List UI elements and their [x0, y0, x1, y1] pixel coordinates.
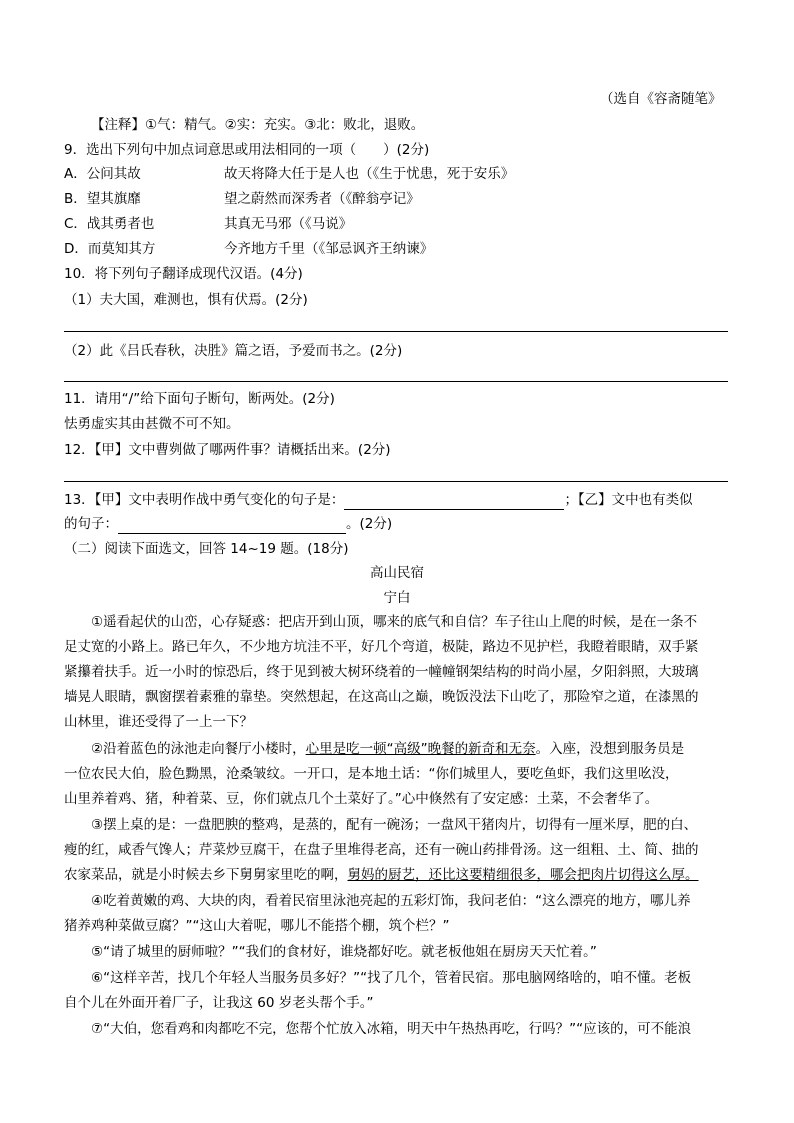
- paragraph-3-line: ③摆上桌的是：一盘肥腴的整鸡，是蒸的，配有一碗汤；一盘风干猪肉片，切得有一厘米厚，肥的白、: [91, 817, 698, 833]
- question-12-stem: 12．【甲】文中曹刿做了哪两件事？请概括出来。(2分): [64, 442, 391, 458]
- paragraph-4-line: 猪养鸡种菜做豆腐？”“这山大着呢，哪儿不能搭个棚，筑个栏？”: [64, 918, 450, 934]
- question-13-line-1: [64, 490, 693, 510]
- answer-line[interactable]: [64, 481, 728, 482]
- paragraph-1-line: 墙晃人眼睛，飘窗摆着素雅的靠垫。突然想起，在这高山之巅，晚饭没法下山吃了，那险窄之道，在漆黑的: [64, 689, 699, 705]
- q9-option-a-left: A．公问其故: [64, 166, 141, 182]
- paragraph-3-text: 农家菜品，就是小时候去乡下舅舅家里吃的啊，: [64, 867, 348, 883]
- question-13-line-2: [64, 514, 392, 534]
- paragraph-1-line: 紧攥着扶手。近一小时的惊恐后，终于见到被大树环绕着的一幢幢钢架结构的时尚小屋，夕阳斜照，大玻璃: [64, 664, 699, 680]
- paragraph-2-line: [91, 739, 684, 759]
- source-note: （选自《容斋随笔》: [600, 91, 722, 107]
- q11-sentence: 怯勇虚实其由甚微不可不知。: [64, 416, 240, 432]
- paragraph-7-line: ⑦“大伯，您看鸡和肉都吃不完，您帮个忙放入冰箱，明天中午热热再吃，行吗？”“应该的，可不能浪: [91, 1021, 692, 1037]
- question-10-stem: 10．将下列句子翻译成现代汉语。(4分): [64, 266, 303, 282]
- paragraph-6-line: ⑥“这样辛苦，找几个年轻人当服务员多好？”“找了几个，管着民宿。那电脑网络啥的，咱不懂。老板: [91, 970, 692, 986]
- paragraph-6-line: 自个儿在外面开着厂子，让我这 60 岁老头帮个手。”: [64, 995, 374, 1011]
- q9-option-c-left: C．战其勇者也: [64, 216, 155, 232]
- q13-text-4: 。(2分): [346, 516, 393, 532]
- q13-text-2: ；【乙】文中也有类似: [564, 492, 693, 508]
- answer-blank[interactable]: [344, 494, 564, 510]
- question-9-stem: 9．选出下列句中加点词意思或用法相同的一项（ ）(2分): [64, 142, 430, 158]
- paragraph-1-line: 山林里，谁还受得了一上一下？: [64, 714, 253, 730]
- q13-text-1: 13．【甲】文中表明作战中勇气变化的句子是：: [64, 492, 345, 508]
- q10-sentence-1: （1）夫大国，难测也，惧有伏焉。(2分): [64, 292, 308, 308]
- annotation-note: 【注释】①气：精气。②实：充实。③北：败北，退败。: [91, 117, 425, 133]
- answer-blank[interactable]: [118, 518, 346, 534]
- paragraph-3-line: [64, 865, 699, 885]
- paragraph-2-line: 一位农民大伯，脸色黝黑，沧桑皱纹。一开口，是本地土话：“你们城里人，要吃鱼虾，我们这里吆没，: [64, 766, 679, 782]
- paragraph-1-line: ①遥看起伏的山峦，心存疑惑：把店开到山顶，哪来的底气和自信？车子往山上爬的时候，是在一条不: [91, 614, 698, 630]
- article-author: 宁白: [383, 590, 411, 606]
- answer-line[interactable]: [64, 331, 728, 332]
- q9-option-d-right: 今齐地方千里（《邹忌讽齐王纳谏》: [224, 241, 434, 257]
- paragraph-1-line: 足丈宽的小路上。路已年久，不少地方坑洼不平，好几个弯道，极陡，路边不见护栏，我瞪着眼睛，双手紧: [64, 639, 699, 655]
- answer-line[interactable]: [64, 381, 728, 382]
- section-heading: （二）阅读下面选文，回答 14~19 题。(18分): [64, 541, 349, 557]
- paragraph-4-line: ④吃着黄嫩的鸡、大块的肉，看着民宿里泳池亮起的五彩灯饰，我问老伯：“这么漂亮的地方，哪儿养: [91, 893, 691, 909]
- article-title: 高山民宿: [370, 565, 424, 581]
- paragraph-2-text: ②沿着蓝色的泳池走向餐厅小楼时，: [91, 741, 306, 757]
- q13-text-3: 的句子：: [64, 516, 118, 532]
- q10-sentence-2: （2）此《吕氏春秋，决胜》篇之语，予爱而书之。(2分): [64, 343, 403, 359]
- paragraph-5-line: ⑤“请了城里的厨师啦？”“我们的食材好，谁烧都好吃。就老板他姐在厨房天天忙着。”: [91, 944, 597, 960]
- paragraph-3-line: 瘦的红，咸香气馋人；芹菜炒豆腐干，在盘子里堆得老高，还有一碗山药排骨汤。这一组粗、土、简、拙的: [64, 842, 699, 858]
- q9-option-b-right: 望之蔚然而深秀者（《醉翁亭记》: [224, 191, 420, 207]
- paragraph-2-text: 。入座，没想到服务员是: [535, 741, 685, 757]
- underlined-sentence: 舅妈的厨艺，还比这要精细很多，哪会把肉片切得这么厚。: [347, 867, 699, 883]
- q9-option-a-right: 故天将降大任于是人也（《生于忧患，死于安乐》: [224, 166, 515, 182]
- paragraph-2-line: 山里养着鸡、猪，种着菜、豆，你们就点几个土菜好了。”心中倏然有了安定感：土菜，不会奢华了。: [64, 791, 659, 807]
- question-11-stem: 11．请用“/”给下面句子断句，断两处。(2分): [64, 391, 335, 407]
- q9-option-c-right: 其真无马邪（《马说》: [224, 216, 353, 232]
- q9-option-d-left: D．而莫知其方: [64, 241, 156, 257]
- underlined-sentence: 心里是吃一顿“高级”晚餐的新奇和无奈: [305, 741, 536, 757]
- q9-option-b-left: B．望其旗靡: [64, 191, 141, 207]
